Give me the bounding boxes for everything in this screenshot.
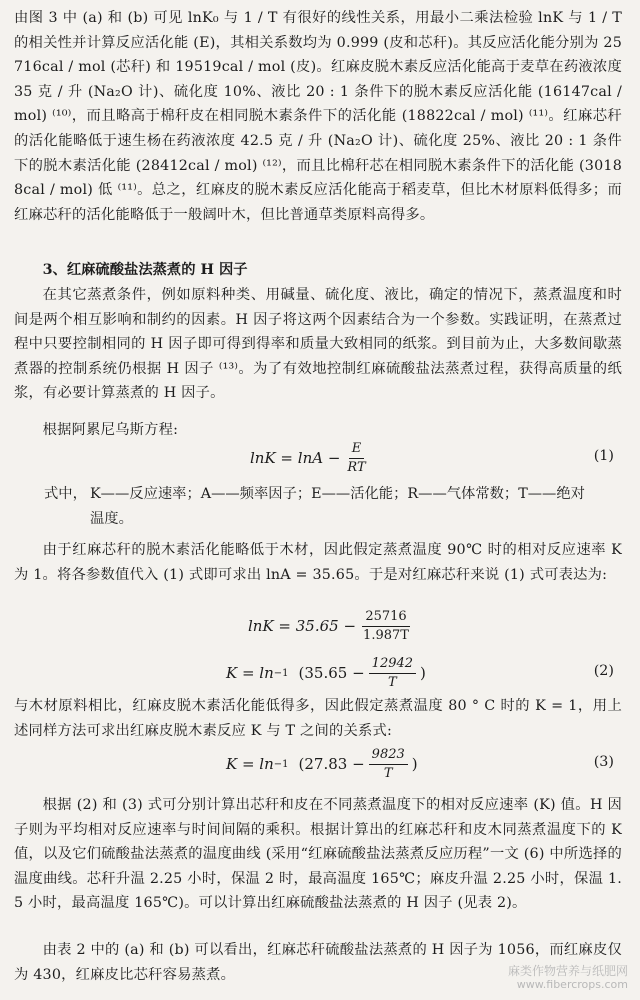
equation-2-number: (2): [593, 663, 614, 679]
equation-1-denominator: RT: [347, 459, 366, 475]
equation-2b-numerator: 12942: [369, 656, 416, 674]
equation-3-fraction: [369, 747, 408, 782]
equation-3-numerator: 9823: [369, 747, 408, 765]
equation-2a: [248, 604, 416, 648]
equation-3: [226, 742, 418, 786]
paragraph-h-factor-intro: 在其它蒸煮条件，例如原料种类、用碱量、硫化度、液比，确定的情况下，蒸煮温度和时间是两个相互影响和制约的因素。H 因子将这两个因素结合为一个参数。实践证明，在蒸煮过程中只要控制相同的 H 因子即可得到得率和质量大致相同的纸浆。到目前为止，大多数间歇蒸煮器的控制系统仍根据 H 因子 ⁽¹³⁾。为了有效地控制红麻硫酸盐法蒸煮过程，获得高质量的纸浆，有必要计算蒸煮的 H 因子。: [14, 287, 622, 402]
watermark-line-1: 麻类作物营养与纸肥网: [507, 964, 628, 978]
equation-3-mid: (27.83 −: [298, 755, 365, 773]
equation-2a-denominator: 1.987T: [363, 627, 409, 643]
equation-1-numerator: E: [349, 441, 365, 459]
equation-3-superscript: −1: [273, 758, 289, 770]
paragraph-activation-energy: 由图 3 中 (a) 和 (b) 可见 lnK₀ 与 1 / T 有很好的线性关系，用最小二乘法检验 lnK 与 1 / T 的相关性并计算反应活化能 (E)，其相关系数均为 0.999 (皮和芯秆)。其反应活化能分别为 25716cal / mol (芯秆) 和 19519cal / mol (皮)。红麻皮脱木素反应活化能高于麦草在药液浓度 35 克 / 升 (Na₂O 计)、硫化度 10%、液比 20 : 1 条件下的脱木素反应活化能 (16147cal / mol) ⁽¹⁰⁾，而且略高于棉秆皮在相同脱木素条件下的活化能 (18822cal / mol) ⁽¹¹⁾。红麻芯秆的活化能略低于速生杨在药液浓度 42.5 克 / 升 (Na₂O 计)、硫化度 25%、液比 20 : 1 条件下的脱木素活化能 (28412cal / mol) ⁽¹²⁾，而且比棉秆芯在相同脱木素条件下的活化能 (30188cal / mol) 低 ⁽¹¹⁾。总之，红麻皮的脱木素反应活化能高于稻麦草，但比木材原料低得多；而红麻芯秆的活化能略低于一般阔叶木，但比普通草类原料高得多。: [14, 10, 622, 223]
paragraph-arrhenius-intro: 根据阿累尼乌斯方程:: [42, 422, 179, 438]
equation-2b-close: ): [420, 664, 426, 682]
equation-3-denominator: T: [383, 765, 393, 781]
paragraph-conclusion: 由表 2 中的 (a) 和 (b) 可以看出，红麻芯秆硫酸盐法蒸煮的 H 因子为 1056，而红麻皮仅为 430，红麻皮比芯秆容易蒸煮。: [14, 942, 622, 983]
site-watermark: [508, 964, 628, 992]
equation-2b-fraction: [369, 656, 416, 691]
equation-2b-superscript: −1: [273, 667, 289, 679]
equation-2b-mid: (35.65 −: [298, 664, 365, 682]
paragraph-h-factor-calc: 根据 (2) 和 (3) 式可分别计算出芯秆和皮在不同蒸煮温度下的相对反应速率 (K) 值。H 因子则为平均相对反应速率与时间间隔的乘积。根据计算出的红麻芯秆和皮木同蒸煮温度下的 K 值，以及它们硫酸盐法蒸煮的温度曲线 (采用“红麻硫酸盐法蒸煮反应历程”一文 (6) 中所选择的温度曲线。芯秆升温 2.25 小时，保温 2 时，最高温度 165℃；麻皮升温 2.25 小时，保温 1.5 小时，最高温度 165℃)。可以计算出红麻硫酸盐法蒸煮的 H 因子 (见表 2)。: [14, 797, 622, 912]
where-line-2: 温度。: [90, 510, 133, 527]
equation-1-lhs: lnK = lnA −: [250, 449, 341, 467]
equation-1-fraction: [344, 441, 368, 476]
paragraph-core-rate: 由于红麻芯秆的脱木素活化能略低于木材，因此假定蒸煮温度 90℃ 时的相对反应速率 K 为 1。将各参数值代入 (1) 式即可求出 lnA = 35.65。于是对红麻芯秆来说 (1) 式可表达为:: [14, 542, 622, 583]
where-label: 式中，: [44, 486, 87, 502]
section-heading-h-factor: 3、红麻硫酸盐法蒸煮的 H 因子: [42, 262, 248, 278]
equation-2b-denominator: T: [388, 674, 397, 690]
where-line-1: K——反应速率；A——频率因子；E——活化能；R——气体常数；T——绝对: [90, 486, 585, 502]
equation-2a-numerator: 25716: [362, 609, 409, 627]
equation-3-lhs: K = ln: [226, 755, 274, 773]
equation-2b: [226, 651, 426, 695]
equation-1-number: (1): [593, 448, 614, 464]
equation-3-close: ): [411, 755, 418, 773]
where-clause: [44, 482, 624, 531]
equation-1: [250, 436, 373, 480]
equation-3-number: (3): [593, 754, 614, 770]
equation-2a-fraction: [360, 609, 412, 644]
watermark-line-2: www.fibercrops.com: [516, 978, 628, 991]
equation-2a-lhs: lnK = 35.65 −: [248, 617, 357, 635]
paragraph-bark-rate: 与木材原料相比，红麻皮脱木素活化能低得多，因此假定蒸煮温度 80 ° C 时的 K = 1，用上述同样方法可求出红麻皮脱木素反应 K 与 T 之间的关系式:: [14, 698, 622, 739]
equation-2b-lhs: K = ln: [226, 664, 274, 682]
